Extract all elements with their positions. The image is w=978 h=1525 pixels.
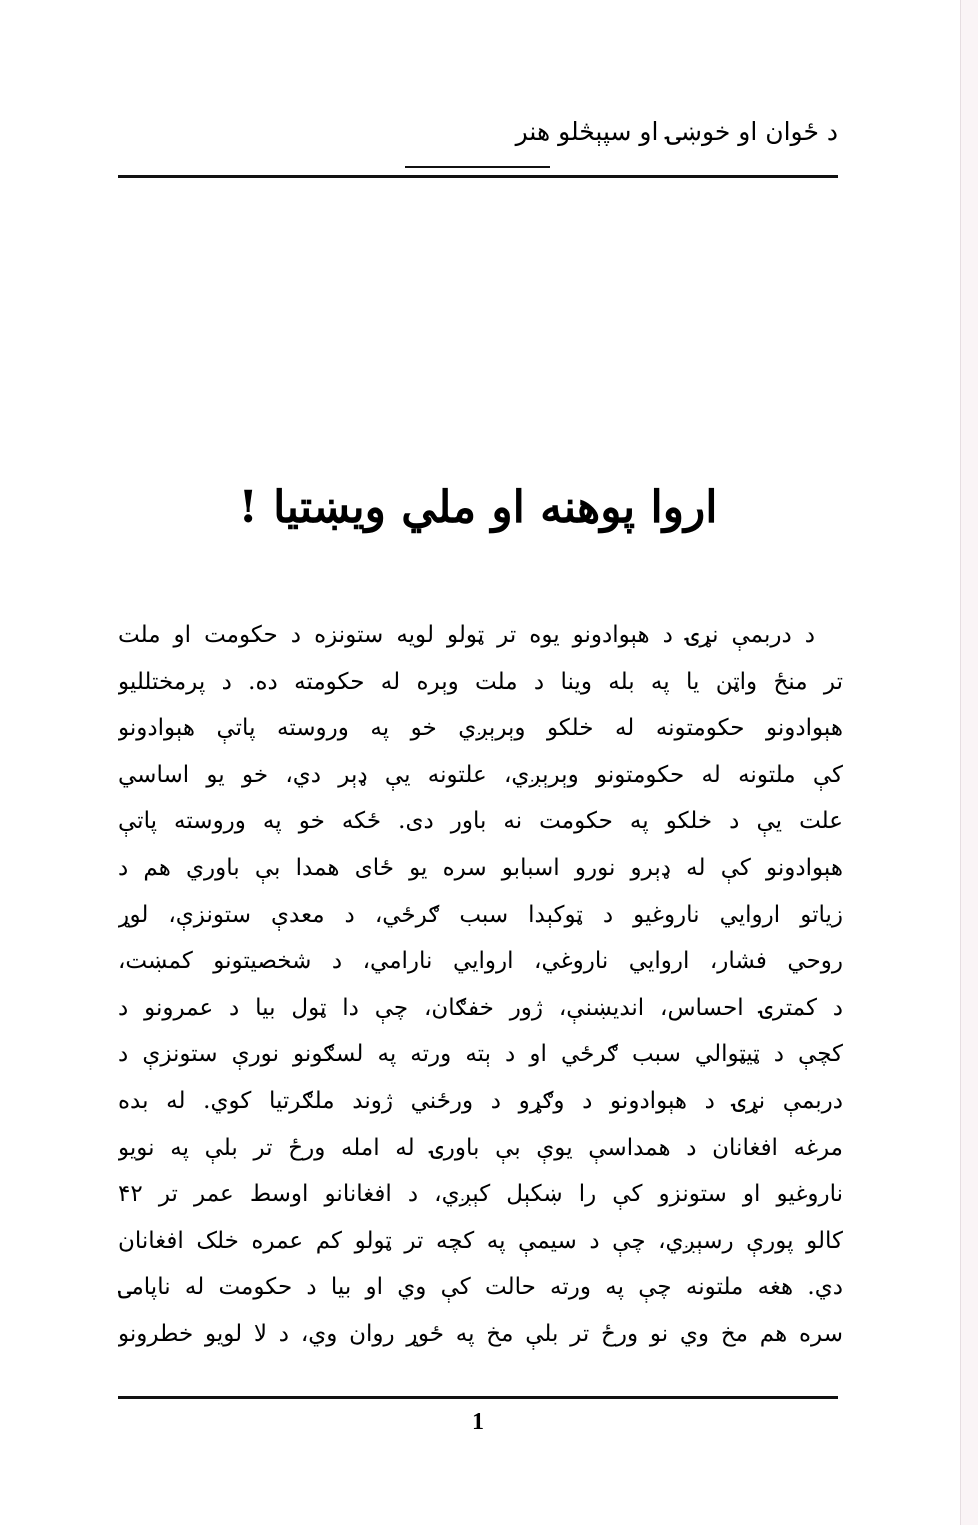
body-line: د کمترۍ احساس، انديښنې، ژور خفګان، چې دا ټول بيا د عمرونو د <box>118 994 843 1021</box>
body-line: هېوادونو حکومتونه له خلکو وېرېږي خو په وروسته پاتې هېوادونو <box>118 715 843 742</box>
body-text <box>118 612 843 1358</box>
header-accent-rule <box>405 166 550 168</box>
body-line: علت يې د خلکو په حکومت نه باور دی. ځکه خو په وروسته پاتې <box>118 808 843 835</box>
body-line: هېوادونو کې له ډېرو نورو اسبابو سره يو ځای همدا بې باوري هم د <box>118 854 843 881</box>
body-line: زياتو اروايي ناروغيو د ټوکېدا سبب ګرځي، د معدې ستونزې، لوړ <box>118 901 843 928</box>
body-line: کچې د ټيټوالي سبب ګرځي او د ېته ورته په لسګونو نورې ستونزې د <box>118 1041 843 1068</box>
body-line: د دربمې نړۍ د هېوادونو يوه تر ټولو لويه ستونزه د حکومت او ملت <box>118 622 815 648</box>
body-line: مرغه افغانان د همداسې يوې بې باورۍ له امله ورځ تر بلې په نويو <box>118 1134 843 1161</box>
footer-rule <box>118 1396 838 1399</box>
page-number: 1 <box>472 1409 484 1435</box>
body-line: دربمې نړۍ د هېوادونو د وګړو د ورځني ژوند ملګرتيا کوي. له بده <box>118 1087 843 1114</box>
body-line: کې ملتونه له حکومتونو وېرېږي، علتونه يې ډېر دي، خو يو اساسي <box>118 761 843 788</box>
chapter-title: اروا پوهنه او ملي ويښتيا ! <box>238 482 718 533</box>
body-line: کالو پورې رسېږي، چې د سيمې په کچه تر ټولو کم عمره خلک افغانان <box>118 1227 843 1254</box>
body-line: روحي فشار، اروايي ناروغي، اروايي نارامي، د شخصيتونو کمښت، <box>118 948 843 975</box>
body-line: تر منځ واټن يا په بله وينا د ملت وېره له حکومته ده. د پرمختلليو <box>118 668 843 695</box>
header-rule <box>118 175 838 178</box>
body-line: دي. هغه ملتونه چې په ورته حالت کې وي او بيا د حکومت له ناپامۍ <box>118 1274 843 1301</box>
viewer-margin <box>961 0 978 1525</box>
body-line: سره هم مخ وي نو ورځ تر بلې مخ په ځوړ روان وي، د لا لويو خطرونو <box>118 1320 843 1347</box>
body-line: ناروغيو او ستونزو کې را ښکېل کېږي، د افغانانو اوسط عمر تر ۴۲ <box>118 1181 843 1208</box>
running-header: د ځوان او خوښۍ او سپېڅلو هنر <box>515 117 838 146</box>
